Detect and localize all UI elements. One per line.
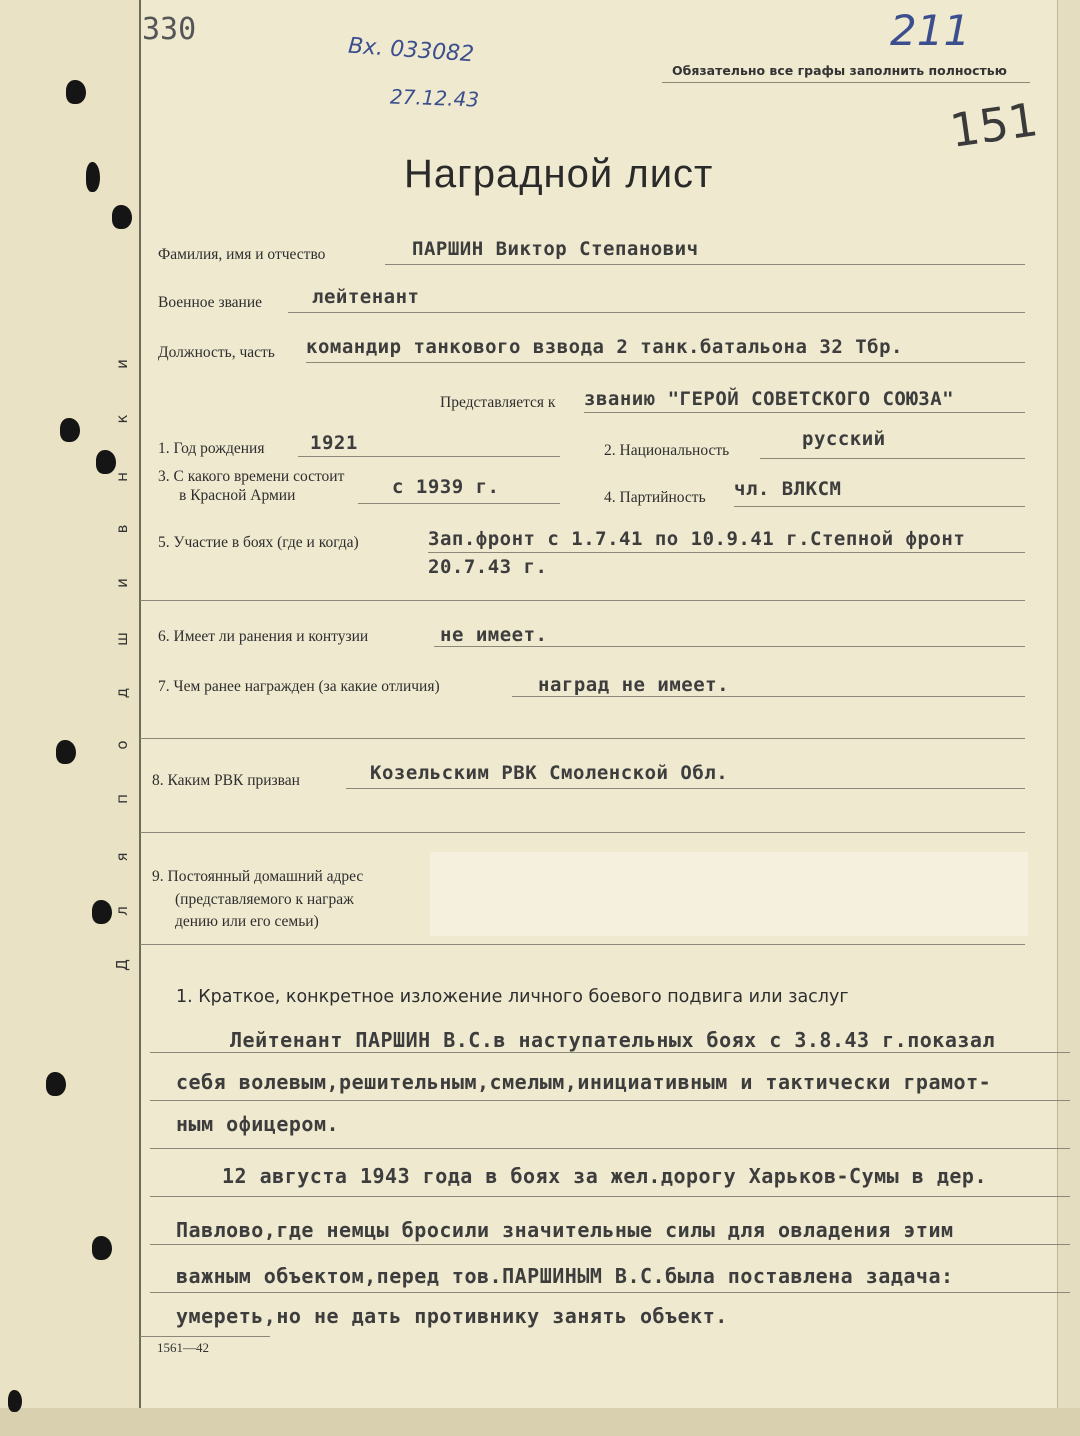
binder-hole [66, 80, 86, 104]
birth-year-value: 1921 [310, 432, 358, 454]
nationality-value: русский [802, 428, 886, 450]
name-value: ПАРШИН Виктор Степанович [412, 238, 699, 260]
address-line [140, 944, 1025, 945]
address-label: 9. Постоянный домашний адрес [152, 868, 364, 885]
awards-label: 7. Чем ранее награжден (за какие отличия) [158, 678, 440, 695]
footer-rule [140, 1336, 270, 1337]
party-line [734, 506, 1025, 507]
registry-number: Вх. 033082 [347, 33, 475, 68]
top-right-number: 211 [890, 6, 971, 55]
side-letter: я [113, 852, 131, 862]
sheet-number: 330 [142, 12, 197, 47]
narrative-rule [150, 1196, 1070, 1197]
right-page-edge [1057, 0, 1080, 1436]
rvk-label: 8. Каким РВК призван [152, 772, 300, 789]
rvk-line [346, 788, 1025, 789]
page-title: Наградной лист [404, 152, 714, 196]
instruction-underline [662, 82, 1030, 83]
side-letter: в [113, 524, 131, 534]
party-value: чл. ВЛКСМ [734, 478, 842, 500]
narrative-rule [150, 1244, 1070, 1245]
binder-hole [60, 418, 80, 442]
army-since-label: 3. С какого времени состоит [158, 468, 345, 485]
position-line [306, 362, 1025, 363]
name-line [385, 264, 1025, 265]
binder-hole [46, 1072, 66, 1096]
wounds-value: не имеет. [440, 624, 548, 646]
rank-value: лейтенант [312, 286, 420, 308]
awards-value: наград не имеет. [538, 674, 730, 696]
corner-mark: 151 [946, 92, 1042, 158]
rank-line [288, 312, 1025, 313]
narrative-line: Павлово,где немцы бросили значительные силы для овладения этим [176, 1218, 954, 1242]
form-code: 1561—42 [157, 1340, 209, 1355]
rvk-line-2 [140, 832, 1025, 833]
binder-hole [56, 740, 76, 764]
army-since-label-2: в Красной Армии [179, 487, 296, 504]
side-letter: л [113, 906, 131, 916]
position-label: Должность, часть [158, 344, 275, 361]
narrative-line: 12 августа 1943 года в боях за жел.дорогу Харьков-Сумы в дер. [222, 1164, 988, 1188]
instruction-note: Обязательно все графы заполнить полностью [672, 63, 1007, 78]
bottom-page-edge [0, 1408, 1080, 1436]
nationality-label: 2. Национальность [604, 442, 730, 459]
battles-line-2 [140, 600, 1025, 601]
narrative-line: умереть,но не дать противнику занять объект. [176, 1304, 728, 1328]
margin-line [139, 0, 141, 1436]
registry-date: 27.12.43 [389, 84, 480, 112]
rank-label: Военное звание [158, 294, 263, 311]
birth-year-line [298, 456, 560, 457]
position-value: командир танкового взвода 2 танк.батальона 32 Тбр. [306, 336, 903, 358]
nominated-label: Представляется к [440, 394, 556, 411]
awards-line [512, 696, 1025, 697]
side-letter: о [113, 740, 131, 750]
binder-hole [8, 1390, 22, 1412]
side-letter: и [113, 359, 131, 369]
wounds-line [434, 646, 1025, 647]
party-label: 4. Партийность [604, 489, 706, 506]
birth-year-label: 1. Год рождения [158, 440, 265, 457]
binder-hole [86, 162, 100, 192]
side-letter: д [113, 687, 131, 699]
narrative-line: Лейтенант ПАРШИН В.С.в наступательных боях с 3.8.43 г.показал [230, 1028, 996, 1052]
redacted-address-area [430, 852, 1028, 936]
side-letter: и [113, 578, 131, 588]
battles-value-line-2: 20.7.43 г. [428, 556, 548, 578]
narrative-rule [150, 1292, 1070, 1293]
narrative-line: себя волевым,решительным,смелым,инициативным и тактически грамот- [176, 1070, 992, 1094]
battles-value-line-1: Зап.фронт с 1.7.41 по 10.9.41 г.Степной фронт [428, 528, 966, 550]
nationality-line [760, 458, 1025, 459]
battles-line-1 [428, 552, 1025, 553]
side-letter: н [113, 472, 131, 482]
side-letter: к [113, 414, 131, 424]
army-since-line [358, 503, 560, 504]
nominated-line [584, 412, 1025, 413]
narrative-line: ным офицером. [176, 1112, 340, 1136]
name-label: Фамилия, имя и отчество [158, 246, 326, 263]
wounds-label: 6. Имеет ли ранения и контузии [158, 628, 369, 645]
binder-hole [92, 900, 112, 924]
narrative-line: важным объектом,перед тов.ПАРШИНЫМ В.С.была поставлена задача: [176, 1264, 954, 1288]
army-since-value: с 1939 г. [392, 476, 500, 498]
narrative-rule [150, 1052, 1070, 1053]
battles-label: 5. Участие в боях (где и когда) [158, 534, 359, 551]
rvk-value: Козельским РВК Смоленской Обл. [370, 762, 729, 784]
binder-hole [92, 1236, 112, 1260]
address-label-3: дению или его семьи) [175, 913, 319, 930]
side-letter: п [113, 794, 131, 804]
nominated-value: званию "ГЕРОЙ СОВЕТСКОГО СОЮЗА" [584, 388, 955, 410]
address-label-2: (представляемого к награж [175, 891, 354, 908]
section-heading: 1. Краткое, конкретное изложение личного боевого подвига или заслуг [176, 987, 849, 1007]
awards-line-2 [140, 738, 1025, 739]
binder-hole [112, 205, 132, 229]
narrative-rule [150, 1100, 1070, 1101]
side-letter: ш [113, 632, 131, 646]
narrative-rule [150, 1148, 1070, 1149]
side-letter: Д [113, 959, 131, 971]
